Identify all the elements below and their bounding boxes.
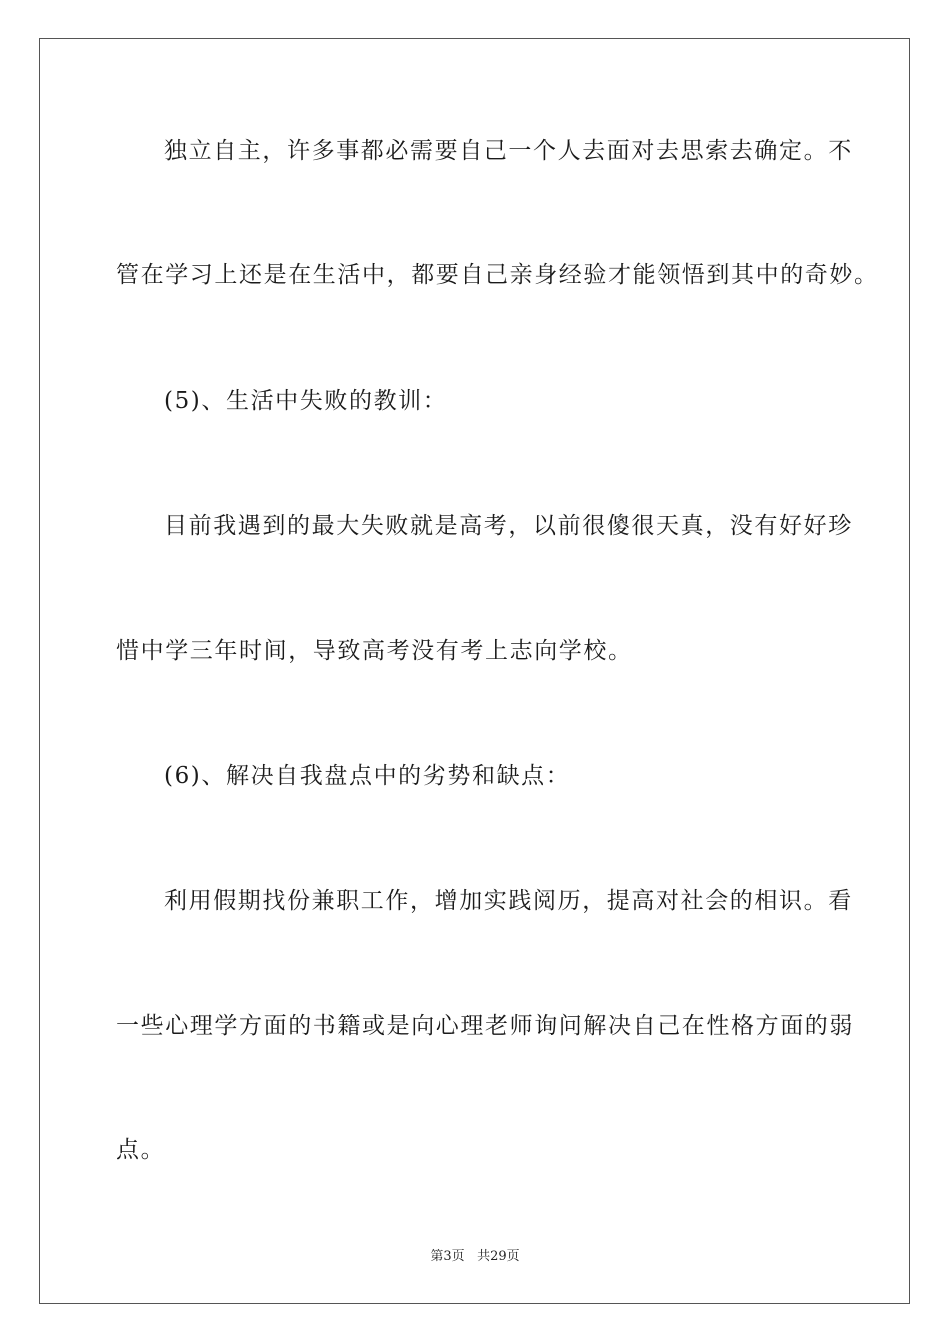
paragraph-line: 利用假期找份兼职工作，增加实践阅历，提高对社会的相识。看 — [164, 888, 853, 914]
page-border — [39, 38, 910, 1304]
paragraph-line: 惜中学三年时间，导致高考没有考上志向学校。 — [116, 638, 633, 664]
paragraph-line: 点。 — [116, 1137, 166, 1163]
paragraph-line: 目前我遇到的最大失败就是高考，以前很傻很天真，没有好好珍 — [164, 513, 853, 539]
paragraph-line: 独立自主，许多事都必需要自己一个人去面对去思索去确定。不 — [164, 138, 853, 164]
page-total: 共29页 — [477, 1249, 520, 1264]
page-footer — [0, 1248, 950, 1266]
paragraph-line: 一些心理学方面的书籍或是向心理老师询问解决自己在性格方面的弱 — [116, 1013, 854, 1039]
page-number: 第3页 — [430, 1249, 465, 1264]
section-heading: (5)、生活中失败的教训： — [164, 388, 448, 414]
paragraph-line: 管在学习上还是在生活中，都要自己亲身经验才能领悟到其中的奇妙。 — [116, 262, 879, 288]
section-heading: (6)、解决自我盘点中的劣势和缺点： — [164, 763, 571, 789]
